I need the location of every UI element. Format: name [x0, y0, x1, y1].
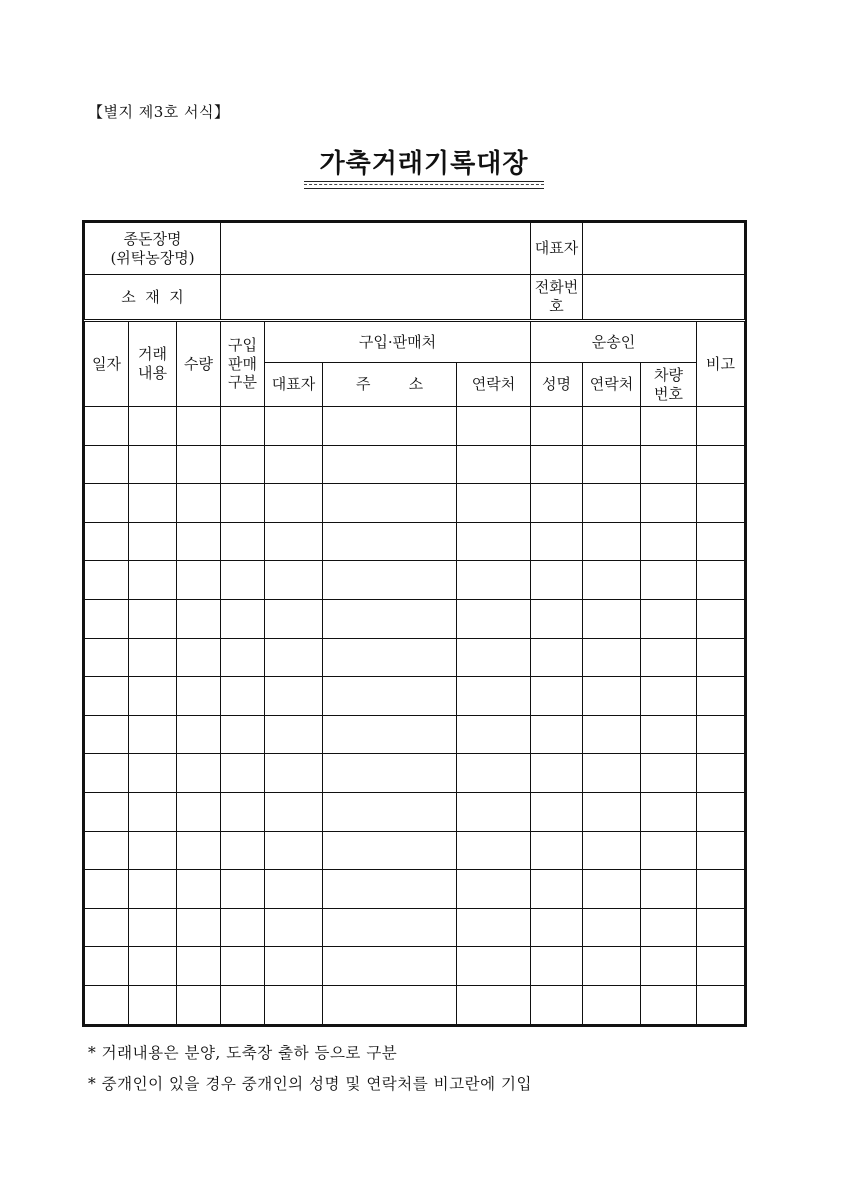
cell-contact[interactable]	[457, 484, 531, 523]
cell-contact[interactable]	[457, 522, 531, 561]
cell-vehicle-number[interactable]	[641, 715, 697, 754]
table-row	[85, 792, 745, 831]
cell-date[interactable]	[85, 792, 129, 831]
cell-seller-representative[interactable]	[265, 792, 323, 831]
cell-carrier-name[interactable]	[531, 754, 583, 793]
cell-transaction[interactable]	[129, 445, 177, 484]
table-row	[85, 754, 745, 793]
header-seller-representative: 대표자	[265, 363, 323, 407]
cell-address[interactable]	[323, 754, 457, 793]
cell-quantity[interactable]	[177, 985, 221, 1024]
cell-seller-representative[interactable]	[265, 677, 323, 716]
cell-remarks[interactable]	[697, 445, 745, 484]
cell-contact[interactable]	[457, 831, 531, 870]
cell-vehicle-number[interactable]	[641, 908, 697, 947]
cell-address[interactable]	[323, 522, 457, 561]
cell-carrier-contact[interactable]	[583, 407, 641, 446]
cell-quantity[interactable]	[177, 638, 221, 677]
location-label: 소 재 지	[85, 275, 221, 321]
table-row	[85, 599, 745, 638]
cell-address[interactable]	[323, 445, 457, 484]
header-transaction-line1: 거래	[138, 345, 167, 364]
cell-seller-representative[interactable]	[265, 947, 323, 986]
cell-carrier-contact[interactable]	[583, 561, 641, 600]
cell-remarks[interactable]	[697, 599, 745, 638]
cell-seller-representative[interactable]	[265, 754, 323, 793]
cell-vehicle-number[interactable]	[641, 677, 697, 716]
header-contact: 연락처	[457, 363, 531, 407]
cell-vehicle-number[interactable]	[641, 445, 697, 484]
cell-quantity[interactable]	[177, 870, 221, 909]
table-row	[85, 677, 745, 716]
cell-contact[interactable]	[457, 870, 531, 909]
cell-purchase-type[interactable]	[221, 677, 265, 716]
header-vehicle-line2: 번호	[654, 384, 684, 403]
cell-vehicle-number[interactable]	[641, 831, 697, 870]
cell-vehicle-number[interactable]	[641, 947, 697, 986]
cell-carrier-name[interactable]	[531, 484, 583, 523]
cell-seller-representative[interactable]	[265, 599, 323, 638]
cell-vehicle-number[interactable]	[641, 638, 697, 677]
cell-quantity[interactable]	[177, 445, 221, 484]
cell-carrier-name[interactable]	[531, 792, 583, 831]
cell-purchase-type[interactable]	[221, 561, 265, 600]
cell-address[interactable]	[323, 599, 457, 638]
cell-carrier-name[interactable]	[531, 407, 583, 446]
cell-purchase-type[interactable]	[221, 407, 265, 446]
cell-carrier-name[interactable]	[531, 715, 583, 754]
table-row	[85, 908, 745, 947]
page-title: 가축거래기록대장	[319, 149, 529, 179]
farm-name-label	[85, 223, 221, 275]
cell-vehicle-number[interactable]	[641, 870, 697, 909]
cell-seller-representative[interactable]	[265, 985, 323, 1024]
cell-purchase-type[interactable]	[221, 599, 265, 638]
cell-quantity[interactable]	[177, 407, 221, 446]
header-purchase-type	[221, 321, 265, 407]
header-vehicle-number	[641, 363, 697, 407]
cell-remarks[interactable]	[697, 677, 745, 716]
cell-address[interactable]	[323, 985, 457, 1024]
title-underline	[304, 181, 544, 189]
table-row	[85, 947, 745, 986]
cell-carrier-contact[interactable]	[583, 715, 641, 754]
cell-seller-representative[interactable]	[265, 870, 323, 909]
cell-quantity[interactable]	[177, 908, 221, 947]
header-row-1	[85, 321, 745, 363]
note-2: * 중개인이 있을 경우 중개인의 성명 및 연락처를 비고란에 기입	[88, 1075, 532, 1093]
cell-carrier-name[interactable]	[531, 638, 583, 677]
cell-vehicle-number[interactable]	[641, 792, 697, 831]
cell-contact[interactable]	[457, 599, 531, 638]
location-field[interactable]	[221, 275, 531, 321]
cell-transaction[interactable]	[129, 870, 177, 909]
cell-carrier-name[interactable]	[531, 947, 583, 986]
cell-seller-representative[interactable]	[265, 638, 323, 677]
cell-quantity[interactable]	[177, 715, 221, 754]
header-address: 주 소	[323, 363, 457, 407]
cell-seller-representative[interactable]	[265, 407, 323, 446]
cell-remarks[interactable]	[697, 754, 745, 793]
cell-carrier-contact[interactable]	[583, 445, 641, 484]
cell-address[interactable]	[323, 484, 457, 523]
cell-contact[interactable]	[457, 715, 531, 754]
cell-remarks[interactable]	[697, 638, 745, 677]
cell-purchase-type[interactable]	[221, 638, 265, 677]
cell-date[interactable]	[85, 831, 129, 870]
cell-contact[interactable]	[457, 947, 531, 986]
note-1: * 거래내용은 분양, 도축장 출하 등으로 구분	[88, 1044, 398, 1062]
cell-transaction[interactable]	[129, 908, 177, 947]
cell-date[interactable]	[85, 715, 129, 754]
cell-address[interactable]	[323, 561, 457, 600]
representative-field[interactable]	[583, 223, 745, 275]
farm-name-label-line2: (위탁농장명)	[110, 248, 195, 267]
cell-remarks[interactable]	[697, 484, 745, 523]
form-number-label: 【별지 제3호 서식】	[88, 103, 230, 121]
representative-label: 대표자	[531, 223, 583, 275]
cell-quantity[interactable]	[177, 522, 221, 561]
cell-date[interactable]	[85, 561, 129, 600]
cell-remarks[interactable]	[697, 908, 745, 947]
cell-transaction[interactable]	[129, 561, 177, 600]
cell-remarks[interactable]	[697, 522, 745, 561]
header-transaction	[129, 321, 177, 407]
cell-purchase-type[interactable]	[221, 947, 265, 986]
header-quantity: 수량	[177, 321, 221, 407]
cell-purchase-type[interactable]	[221, 831, 265, 870]
header-vehicle-line1: 차량	[654, 365, 684, 384]
header-date: 일자	[85, 321, 129, 407]
cell-carrier-name[interactable]	[531, 870, 583, 909]
cell-date[interactable]	[85, 407, 129, 446]
cell-date[interactable]	[85, 522, 129, 561]
cell-vehicle-number[interactable]	[641, 522, 697, 561]
cell-transaction[interactable]	[129, 947, 177, 986]
cell-vehicle-number[interactable]	[641, 754, 697, 793]
cell-contact[interactable]	[457, 561, 531, 600]
cell-seller-representative[interactable]	[265, 715, 323, 754]
cell-contact[interactable]	[457, 792, 531, 831]
cell-transaction[interactable]	[129, 484, 177, 523]
cell-transaction[interactable]	[129, 792, 177, 831]
cell-address[interactable]	[323, 715, 457, 754]
cell-carrier-contact[interactable]	[583, 870, 641, 909]
table-row	[85, 522, 745, 561]
cell-seller-representative[interactable]	[265, 908, 323, 947]
cell-contact[interactable]	[457, 445, 531, 484]
cell-date[interactable]	[85, 947, 129, 986]
cell-transaction[interactable]	[129, 831, 177, 870]
cell-remarks[interactable]	[697, 870, 745, 909]
cell-vehicle-number[interactable]	[641, 985, 697, 1024]
cell-quantity[interactable]	[177, 561, 221, 600]
cell-transaction[interactable]	[129, 715, 177, 754]
cell-transaction[interactable]	[129, 407, 177, 446]
cell-remarks[interactable]	[697, 831, 745, 870]
header-purchase-type-line2: 판매	[228, 354, 258, 373]
cell-remarks[interactable]	[697, 715, 745, 754]
cell-remarks[interactable]	[697, 792, 745, 831]
cell-contact[interactable]	[457, 754, 531, 793]
cell-date[interactable]	[85, 985, 129, 1024]
cell-quantity[interactable]	[177, 677, 221, 716]
cell-contact[interactable]	[457, 677, 531, 716]
farm-name-label-line1: 종돈장명	[123, 229, 182, 248]
header-purchase-type-line1: 구입	[228, 335, 258, 354]
cell-carrier-contact[interactable]	[583, 985, 641, 1024]
cell-carrier-contact[interactable]	[583, 792, 641, 831]
cell-carrier-contact[interactable]	[583, 754, 641, 793]
cell-purchase-type[interactable]	[221, 792, 265, 831]
cell-transaction[interactable]	[129, 638, 177, 677]
cell-carrier-name[interactable]	[531, 599, 583, 638]
cell-transaction[interactable]	[129, 599, 177, 638]
cell-purchase-type[interactable]	[221, 870, 265, 909]
header-carrier-contact: 연락처	[583, 363, 641, 407]
notes	[88, 1038, 532, 1100]
cell-seller-representative[interactable]	[265, 522, 323, 561]
table-row	[85, 484, 745, 523]
cell-date[interactable]	[85, 484, 129, 523]
cell-date[interactable]	[85, 754, 129, 793]
cell-quantity[interactable]	[177, 831, 221, 870]
cell-address[interactable]	[323, 947, 457, 986]
cell-seller-representative[interactable]	[265, 561, 323, 600]
cell-purchase-type[interactable]	[221, 445, 265, 484]
cell-address[interactable]	[323, 677, 457, 716]
cell-carrier-name[interactable]	[531, 985, 583, 1024]
cell-quantity[interactable]	[177, 947, 221, 986]
cell-remarks[interactable]	[697, 561, 745, 600]
cell-carrier-contact[interactable]	[583, 908, 641, 947]
header-remarks: 비고	[697, 321, 745, 407]
header-purchase-seller: 구입·판매처	[265, 321, 531, 363]
cell-date[interactable]	[85, 908, 129, 947]
cell-purchase-type[interactable]	[221, 522, 265, 561]
cell-transaction[interactable]	[129, 677, 177, 716]
table-row	[85, 831, 745, 870]
cell-contact[interactable]	[457, 985, 531, 1024]
cell-purchase-type[interactable]	[221, 908, 265, 947]
cell-quantity[interactable]	[177, 484, 221, 523]
cell-carrier-contact[interactable]	[583, 677, 641, 716]
cell-purchase-type[interactable]	[221, 484, 265, 523]
table-row	[85, 870, 745, 909]
cell-quantity[interactable]	[177, 754, 221, 793]
phone-field[interactable]	[583, 275, 745, 321]
cell-date[interactable]	[85, 870, 129, 909]
cell-seller-representative[interactable]	[265, 445, 323, 484]
info-row-farm	[85, 223, 745, 275]
cell-transaction[interactable]	[129, 522, 177, 561]
cell-date[interactable]	[85, 677, 129, 716]
header-purchase-type-line3: 구분	[228, 373, 258, 392]
cell-remarks[interactable]	[697, 985, 745, 1024]
cell-transaction[interactable]	[129, 985, 177, 1024]
cell-contact[interactable]	[457, 908, 531, 947]
cell-address[interactable]	[323, 831, 457, 870]
cell-address[interactable]	[323, 870, 457, 909]
cell-transaction[interactable]	[129, 754, 177, 793]
transaction-register-table	[84, 222, 745, 1025]
cell-address[interactable]	[323, 407, 457, 446]
cell-carrier-contact[interactable]	[583, 638, 641, 677]
header-carrier-name: 성명	[531, 363, 583, 407]
cell-carrier-contact[interactable]	[583, 947, 641, 986]
cell-contact[interactable]	[457, 638, 531, 677]
cell-carrier-name[interactable]	[531, 561, 583, 600]
cell-carrier-contact[interactable]	[583, 599, 641, 638]
cell-vehicle-number[interactable]	[641, 407, 697, 446]
cell-carrier-contact[interactable]	[583, 484, 641, 523]
cell-quantity[interactable]	[177, 792, 221, 831]
cell-carrier-name[interactable]	[531, 677, 583, 716]
cell-seller-representative[interactable]	[265, 831, 323, 870]
header-carrier: 운송인	[531, 321, 697, 363]
cell-seller-representative[interactable]	[265, 484, 323, 523]
table-row	[85, 561, 745, 600]
table-row	[85, 638, 745, 677]
cell-purchase-type[interactable]	[221, 715, 265, 754]
cell-vehicle-number[interactable]	[641, 561, 697, 600]
table-row	[85, 445, 745, 484]
cell-carrier-contact[interactable]	[583, 522, 641, 561]
cell-address[interactable]	[323, 792, 457, 831]
cell-address[interactable]	[323, 638, 457, 677]
header-transaction-line2: 내용	[138, 364, 167, 382]
cell-vehicle-number[interactable]	[641, 599, 697, 638]
table-row	[85, 715, 745, 754]
cell-vehicle-number[interactable]	[641, 484, 697, 523]
cell-date[interactable]	[85, 445, 129, 484]
cell-date[interactable]	[85, 638, 129, 677]
cell-purchase-type[interactable]	[221, 985, 265, 1024]
table-row	[85, 985, 745, 1024]
farm-name-field[interactable]	[221, 223, 531, 275]
cell-contact[interactable]	[457, 407, 531, 446]
info-row-location	[85, 275, 745, 321]
cell-address[interactable]	[323, 908, 457, 947]
cell-purchase-type[interactable]	[221, 754, 265, 793]
entry-rows	[85, 407, 745, 1025]
cell-carrier-name[interactable]	[531, 522, 583, 561]
cell-quantity[interactable]	[177, 599, 221, 638]
table-row	[85, 407, 745, 446]
cell-remarks[interactable]	[697, 407, 745, 446]
cell-date[interactable]	[85, 599, 129, 638]
cell-carrier-name[interactable]	[531, 831, 583, 870]
cell-remarks[interactable]	[697, 947, 745, 986]
cell-carrier-name[interactable]	[531, 445, 583, 484]
cell-carrier-contact[interactable]	[583, 831, 641, 870]
phone-label: 전화번호	[531, 275, 583, 321]
cell-carrier-name[interactable]	[531, 908, 583, 947]
